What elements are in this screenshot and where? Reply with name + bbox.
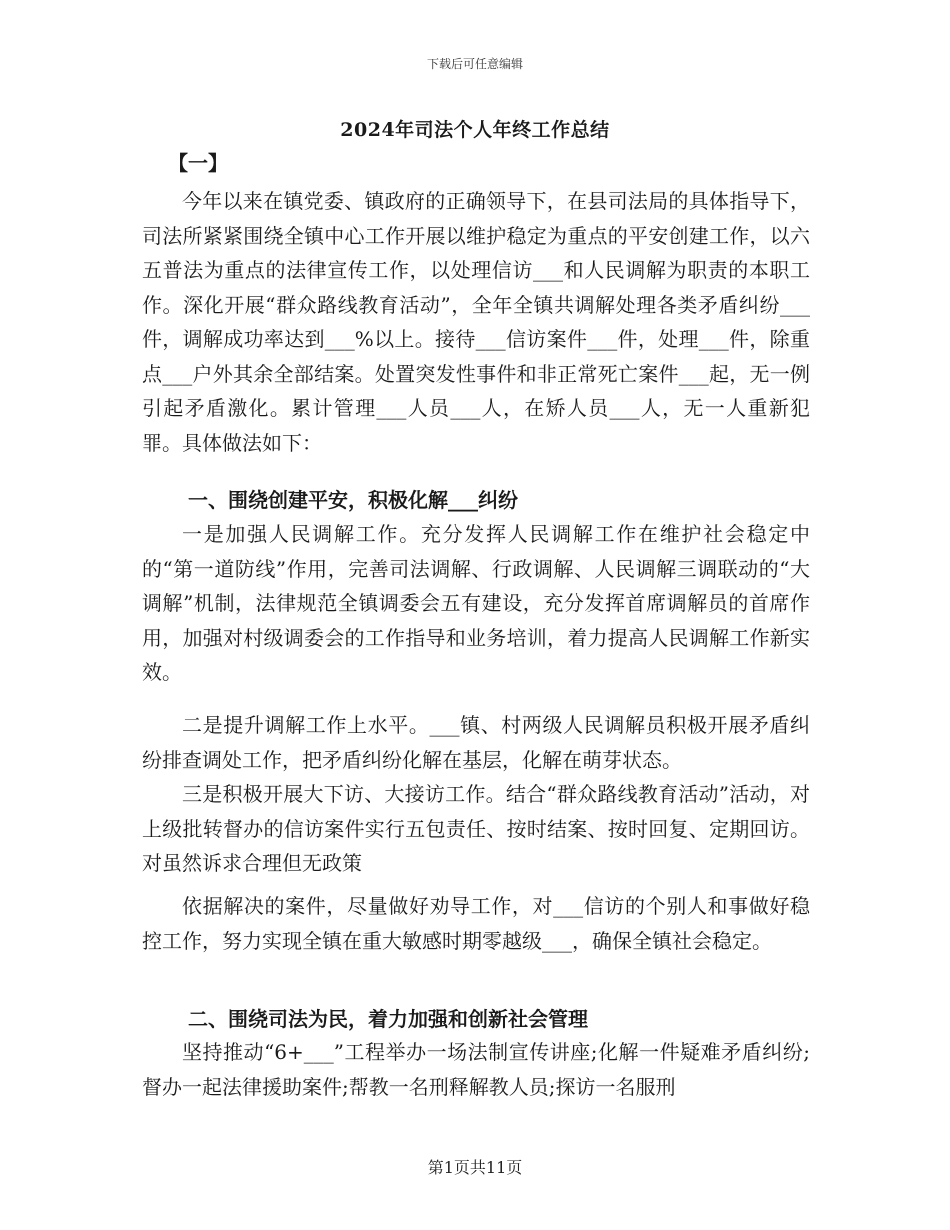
page-number-footer: 第1页共11页: [427, 1158, 523, 1177]
heading-section-2: 二、围绕司法为民，着力加强和创新社会管理: [188, 1007, 588, 1031]
paragraph-intro: 今年以来在镇党委、镇政府的正确领导下，在县司法局的具体指导下，司法所紧紧围绕全镇中心工作开展以维护稳定为重点的平安创建工作，以六五普法为重点的法律宣传工作，以处理信访___和人民调解为职责的本职工作。深化开展“群众路线教育活动”，全年全镇共调解处理各类矛盾纠纷___件，调解成功率达到___%以上。接待___信访案件___件，处理___件，除重点___户外其余全部结案。处置突发性事件和非正常死亡案件___起，无一例引起矛盾激化。累计管理___人员___人，在矫人员___人，无一人重新犯罪。具体做法如下：: [142, 189, 810, 455]
header-note: 下载后可任意编辑: [426, 57, 523, 71]
paragraph-project: 坚持推动“6+___”工程举办一场法制宣传讲座;化解一件疑难矛盾纠纷;督办一起法律援助案件;帮教一名刑释解教人员;探访一名服刑: [142, 1040, 810, 1099]
section-marker: 【一】: [168, 151, 228, 175]
page-title: 2024年司法个人年终工作总结: [340, 119, 610, 141]
paragraph-petition-cont: 依据解决的案件，尽量做好劝导工作，对___信访的个别人和事做好稳控工作，努力实现全镇在重大敏感时期零越级___，确保全镇社会稳定。: [142, 894, 810, 953]
paragraph-improve-mediation: 二是提升调解工作上水平。___镇、村两级人民调解员积极开展矛盾纠纷排查调处工作，把矛盾纠纷化解在基层，化解在萌芽状态。: [142, 713, 810, 772]
paragraph-petition: 三是积极开展大下访、大接访工作。结合“群众路线教育活动”活动，对上级批转督办的信访案件实行五包责任、按时结案、按时回复、定期回访。对虽然诉求合理但无政策: [142, 782, 810, 875]
paragraph-mediation: 一是加强人民调解工作。充分发挥人民调解工作在维护社会稳定中的“第一道防线”作用，完善司法调解、行政调解、人民调解三调联动的“大调解”机制，法律规范全镇调委会五有建设，充分发挥首席调解员的首席作用，加强对村级调委会的工作指导和业务培训，着力提高人民调解工作新实效。: [142, 522, 810, 684]
heading-section-1: 一、围绕创建平安，积极化解___纠纷: [188, 488, 518, 512]
